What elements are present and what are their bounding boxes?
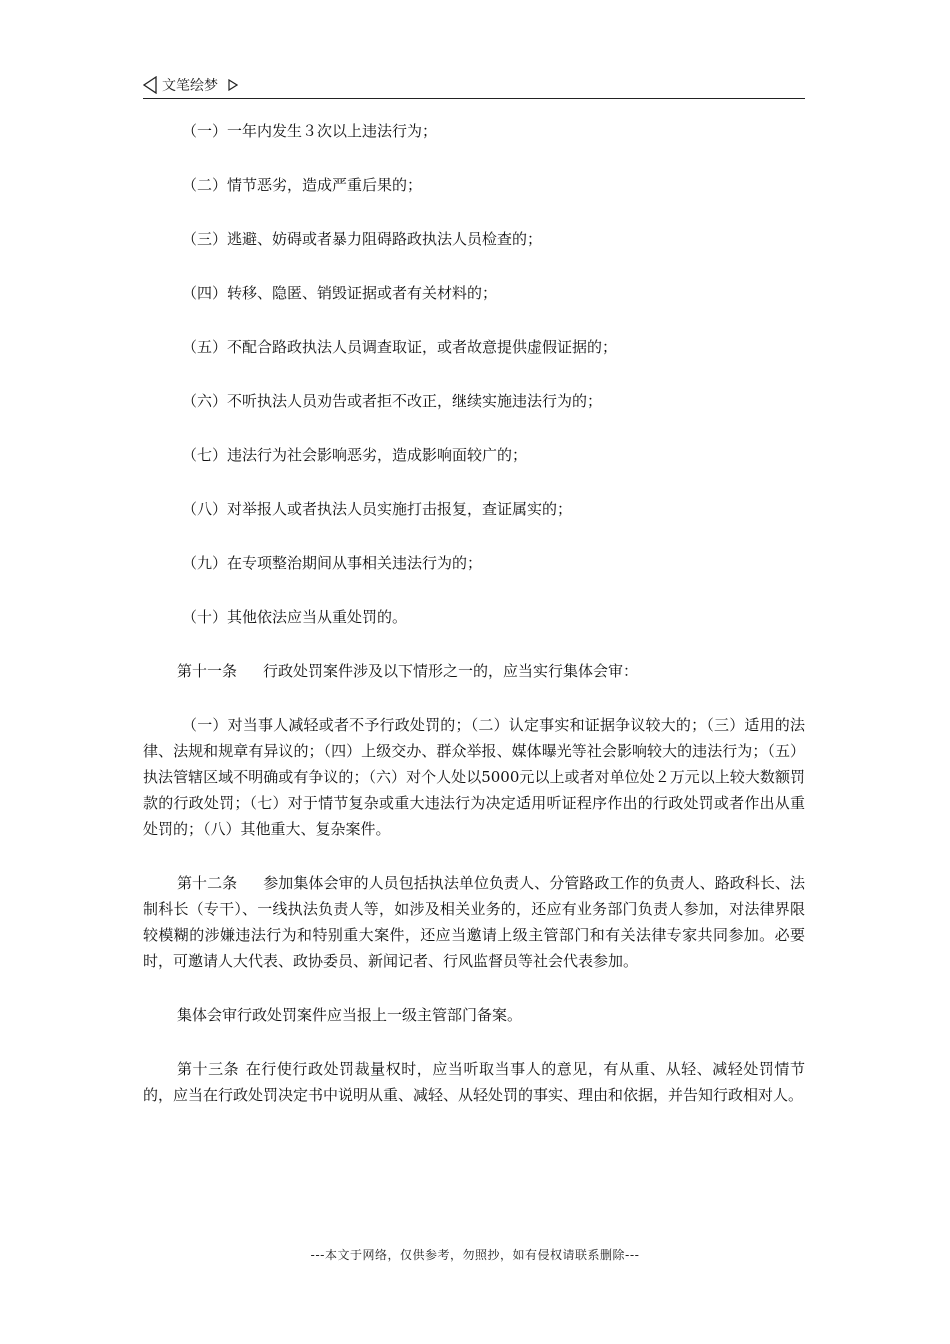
article-text: 在行使行政处罚裁量权时，应当听取当事人的意见，有从重、从轻、减轻处罚情节的，应当在行政处罚决定书中说明从重、减轻、从轻处罚的事实、理由和依据，并告知行政相对人。 xyxy=(143,1060,805,1104)
brand-text: 文笔绘梦 xyxy=(162,78,218,94)
document-body xyxy=(143,118,805,1108)
list-item: （八）对举报人或者执法人员实施打击报复，查证属实的； xyxy=(182,500,573,518)
list-item: （三）逃避、妨碍或者暴力阻碍路政执法人员检查的； xyxy=(182,230,543,248)
footer-disclaimer: ---本文于网络，仅供参考，勿照抄，如有侵权请联系删除--- xyxy=(310,1248,640,1262)
triangle-right-icon xyxy=(228,79,238,91)
list-item: （一）一年内发生３次以上违法行为； xyxy=(182,122,438,140)
triangle-left-icon xyxy=(143,76,157,94)
article-number: 第十二条 xyxy=(177,874,238,892)
page-header xyxy=(143,74,805,99)
list-item: （四）转移、隐匿、销毁证据或者有关材料的； xyxy=(182,284,498,302)
article-12 xyxy=(143,870,805,974)
list-item: （六）不听执法人员劝告或者拒不改正，继续实施违法行为的； xyxy=(182,392,603,410)
article-12-extra: 集体会审行政处罚案件应当报上一级主管部门备案。 xyxy=(177,1006,523,1024)
list-item: （二）情节恶劣，造成严重后果的； xyxy=(182,176,423,194)
article-11 xyxy=(143,658,805,684)
article-13 xyxy=(143,1056,805,1108)
list-item: （十）其他依法应当从重处罚的。 xyxy=(182,608,408,626)
article-number: 第十一条 xyxy=(177,662,238,680)
list-item: （九）在专项整治期间从事相关违法行为的； xyxy=(182,554,483,572)
brand xyxy=(143,74,238,96)
article-text: 参加集体会审的人员包括执法单位负责人、分管路政工作的负责人、路政科长、法制科长（专干）、一线执法负责人等，如涉及相关业务的，还应有业务部门负责人参加，对法律界限较模糊的涉嫌违法行为和特别重大案件，还应当邀请上级主管部门和有关法律专家共同参加。必要时，可邀请人大代表、政协委员、新闻记者、行风监督员等社会代表参加。 xyxy=(143,874,805,970)
list-item: （七）违法行为社会影响恶劣，造成影响面较广的； xyxy=(182,446,528,464)
list-item: （五）不配合路政执法人员调查取证，或者故意提供虚假证据的； xyxy=(182,338,618,356)
article-text: 行政处罚案件涉及以下情形之一的，应当实行集体会审： xyxy=(263,662,639,680)
article-11-list: （一）对当事人减轻或者不予行政处罚的；（二）认定事实和证据争议较大的；（三）适用的法律、法规和规章有异议的；（四）上级交办、群众举报、媒体曝光等社会影响较大的违法行为；（五）执法管辖区域不明确或有争议的；（六）对个人处以5000元以上或者对单位处２万元以上较大数额罚款的行政处罚；（七）对于情节复杂或重大违法行为决定适用听证程序作出的行政处罚或者作出从重处罚的；（八）其他重大、复杂案件。 xyxy=(143,716,805,838)
article-number: 第十三条 xyxy=(177,1060,240,1078)
